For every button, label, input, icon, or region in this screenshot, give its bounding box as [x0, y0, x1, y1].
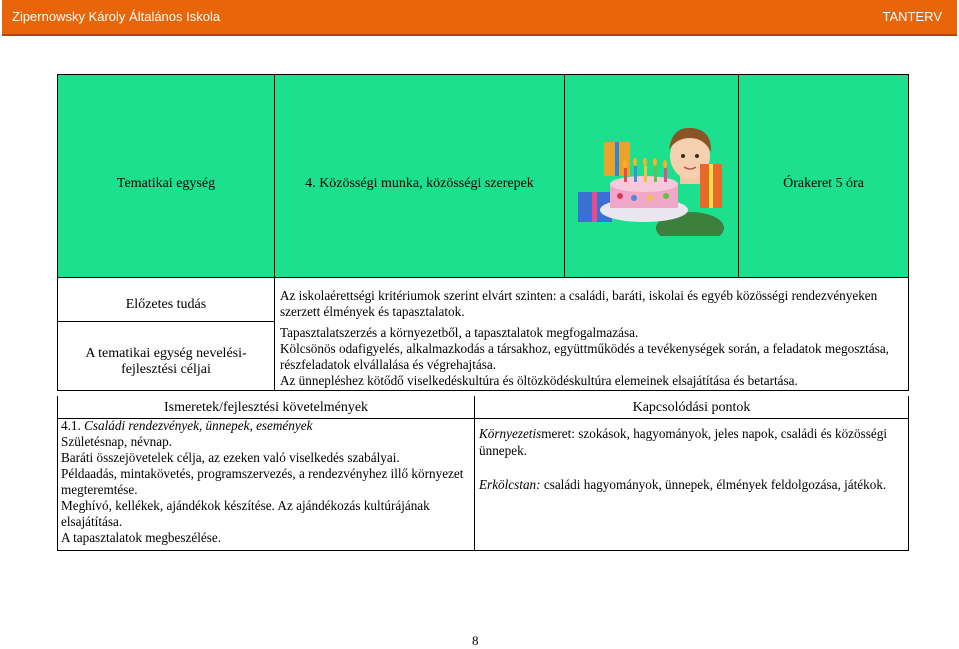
connections-list [479, 425, 899, 493]
header-bar [2, 0, 957, 36]
theme-label: Tematikai egység [116, 176, 216, 191]
school-name: Zipernowsky Károly Általános Iskola [12, 9, 221, 24]
boy-eye-left [681, 154, 685, 158]
connection-text: meret: szokások, hagyományok, jeles napok, családi és közösségi ünnepek. [479, 426, 887, 458]
connection-subject: Erkölcstan: [479, 477, 541, 492]
candle [664, 168, 667, 182]
connection-subject: Környezetis [479, 426, 542, 441]
page-number: 8 [472, 633, 479, 648]
goals-label: A tematikai egység nevelési-fejlesztési céljai [85, 346, 247, 377]
goal-item: Kölcsönös odafigyelés, alkalmazkodás a társakhoz, együttműködés a tevékenységek során, a feladatok megosztása, részfeladatok elvállalása és végrehajtása. [280, 341, 889, 372]
boy-eye-right [695, 154, 699, 158]
birthday-illustration [572, 116, 724, 236]
goal-item: Tapasztalatszerzés a környezetből, a tapasztalatok megfogalmazása. [280, 325, 639, 340]
requirements-column [58, 396, 475, 550]
page-header [0, 0, 959, 36]
requirement-item: A tapasztalatok megbeszélése. [61, 530, 222, 545]
section-number: 4.1. [61, 418, 81, 433]
hours-label: Órakeret 5 óra [783, 176, 864, 191]
requirements-table [57, 396, 909, 551]
goals-table [57, 277, 909, 391]
connection-item [479, 425, 899, 459]
requirements-heading: Ismeretek/fejlesztési követelmények [163, 400, 369, 415]
candle [654, 166, 657, 182]
requirement-item: Meghívó, kellékek, ajándékok készítése. Az ajándékozás kultúrájának elsajátítása. [61, 498, 430, 529]
prior-knowledge-label: Előzetes tudás [125, 297, 207, 312]
document-type: TANTERV [882, 9, 942, 24]
goals-labels [58, 277, 275, 390]
candle [644, 166, 647, 182]
goal-item: Az ünnepléshez kötődő viselkedéskultúra és öltözködéskultúra elemeinek elsajátítása és betartása. [280, 373, 798, 388]
candle [634, 166, 637, 182]
goals-content [280, 288, 900, 389]
hours-cell [739, 75, 908, 277]
prior-knowledge-text: Az iskolaérettségi kritériumok szerint elvárt szinten: a családi, baráti, iskolai és egyéb közösségi rendezvényeken szerzett élmények és tapasztalatok. [280, 288, 878, 319]
connections-heading: Kapcsolódási pontok [632, 400, 751, 415]
theme-title-cell [275, 75, 565, 277]
connection-item [479, 476, 899, 493]
candle [624, 168, 627, 182]
connections-column [475, 396, 908, 550]
connection-text: családi hagyományok, ünnepek, élmények feldolgozása, játékok. [540, 477, 887, 492]
requirement-item: Példaadás, mintakövetés, programszervezés, a rendezvényhez illő környezet megteremtése. [61, 466, 464, 497]
section-heading: Családi rendezvények, ünnepek, események [84, 418, 313, 433]
row-divider [58, 321, 274, 322]
theme-label-cell [58, 75, 275, 277]
requirement-item: Baráti összejövetelek célja, az ezeken való viselkedés szabályai. [61, 450, 400, 465]
requirement-item: Születésnap, névnap. [61, 434, 172, 449]
theme-header-table [57, 74, 909, 278]
theme-title: 4. Közösségi munka, közösségi szerepek [305, 176, 534, 191]
requirements-list [61, 418, 471, 546]
section-title [61, 418, 471, 434]
